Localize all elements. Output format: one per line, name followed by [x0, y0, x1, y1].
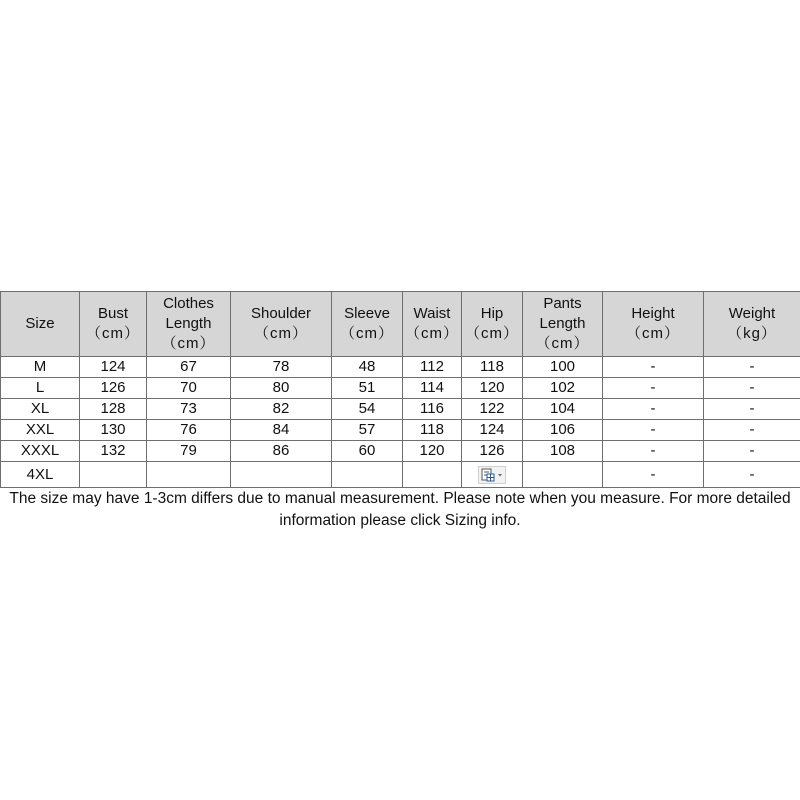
table-cell: - [603, 420, 704, 441]
table-cell: 4XL [1, 462, 80, 488]
header-label: Size [25, 315, 55, 332]
header-unit: （cm） [626, 325, 680, 342]
table-cell [332, 462, 403, 488]
header-label: Hip [480, 305, 504, 322]
table-cell: 60 [332, 441, 403, 462]
table-row [1, 441, 800, 462]
header-unit: （cm） [465, 325, 519, 342]
table-cell: 48 [332, 357, 403, 378]
table-cell: 120 [462, 378, 523, 399]
header-unit: （cm） [535, 335, 590, 352]
header-cell [147, 292, 231, 357]
header-unit: （cm） [161, 335, 216, 352]
table-cell: 78 [231, 357, 332, 378]
table-cell [231, 462, 332, 488]
table-cell: M [1, 357, 80, 378]
header-cell [403, 292, 462, 357]
table-cell: XL [1, 399, 80, 420]
header-cell [1, 292, 80, 357]
table-cell: - [704, 441, 800, 462]
table-cell: 120 [403, 441, 462, 462]
table-cell: XXL [1, 420, 80, 441]
table-cell: 126 [80, 378, 147, 399]
header-unit: （cm） [340, 325, 394, 342]
table-cell: 128 [80, 399, 147, 420]
paste-options-icon[interactable] [478, 466, 506, 484]
table-cell: 124 [80, 357, 147, 378]
table-cell: 126 [462, 441, 523, 462]
header-cell [231, 292, 332, 357]
table-cell: 54 [332, 399, 403, 420]
table-cell: 82 [231, 399, 332, 420]
table-cell: - [704, 378, 800, 399]
table-cell: 106 [523, 420, 603, 441]
table-cell: 102 [523, 378, 603, 399]
note-line-2: information please click Sizing info. [279, 512, 521, 529]
table-cell: 79 [147, 441, 231, 462]
table-cell: 130 [80, 420, 147, 441]
table-cell: - [603, 378, 704, 399]
table-cell: - [603, 462, 704, 488]
table-cell: 57 [332, 420, 403, 441]
table-cell [80, 462, 147, 488]
header-unit: （cm） [86, 325, 140, 342]
header-cell [80, 292, 147, 357]
header-unit: （cm） [405, 325, 459, 342]
table-row [1, 378, 800, 399]
table-cell: 124 [462, 420, 523, 441]
table-row [1, 462, 800, 488]
table-cell [523, 462, 603, 488]
table-cell: 114 [403, 378, 462, 399]
table-body [1, 357, 800, 488]
table-cell: - [704, 462, 800, 488]
table-cell: 100 [523, 357, 603, 378]
table-cell: XXXL [1, 441, 80, 462]
table-cell: 122 [462, 399, 523, 420]
table-cell: - [603, 399, 704, 420]
table-cell [147, 462, 231, 488]
table-cell [462, 462, 523, 488]
table-cell: 51 [332, 378, 403, 399]
size-disclaimer-note [0, 488, 800, 532]
header-cell [704, 292, 800, 357]
table-cell: 67 [147, 357, 231, 378]
header-label: Bust [97, 305, 128, 322]
table-cell: 104 [523, 399, 603, 420]
table-cell: 76 [147, 420, 231, 441]
header-cell [462, 292, 523, 357]
header-cell [603, 292, 704, 357]
header-unit: （kg） [727, 325, 777, 342]
table-cell: 73 [147, 399, 231, 420]
table-cell: 118 [403, 420, 462, 441]
header-label: Length [165, 315, 212, 332]
header-row [1, 292, 800, 357]
header-label: Length [539, 315, 586, 332]
table-cell: 108 [523, 441, 603, 462]
table-cell: 80 [231, 378, 332, 399]
header-label: Clothes [163, 295, 214, 312]
header-label: Pants [543, 295, 582, 312]
table-row [1, 420, 800, 441]
table-cell: 70 [147, 378, 231, 399]
table-cell: 86 [231, 441, 332, 462]
table-cell: - [704, 399, 800, 420]
table-row [1, 357, 800, 378]
table-cell: 116 [403, 399, 462, 420]
table-cell: - [704, 420, 800, 441]
table-cell: 118 [462, 357, 523, 378]
table-row [1, 399, 800, 420]
table-cell: - [603, 357, 704, 378]
header-label: Weight [728, 305, 776, 322]
table-cell [403, 462, 462, 488]
table-cell: 132 [80, 441, 147, 462]
table-cell: 84 [231, 420, 332, 441]
header-label: Sleeve [344, 305, 390, 322]
header-unit: （cm） [254, 325, 308, 342]
note-line-1: The size may have 1-3cm differs due to manual measurement. Please note when you measure. For more detailed [9, 490, 791, 507]
header-label: Shoulder [250, 305, 312, 322]
table-cell: L [1, 378, 80, 399]
table-cell: - [704, 357, 800, 378]
header-label: Waist [413, 305, 451, 322]
size-chart-table [0, 291, 800, 488]
header-cell [332, 292, 403, 357]
header-cell [523, 292, 603, 357]
table-cell: - [603, 441, 704, 462]
header-label: Height [631, 305, 675, 322]
table-cell: 112 [403, 357, 462, 378]
